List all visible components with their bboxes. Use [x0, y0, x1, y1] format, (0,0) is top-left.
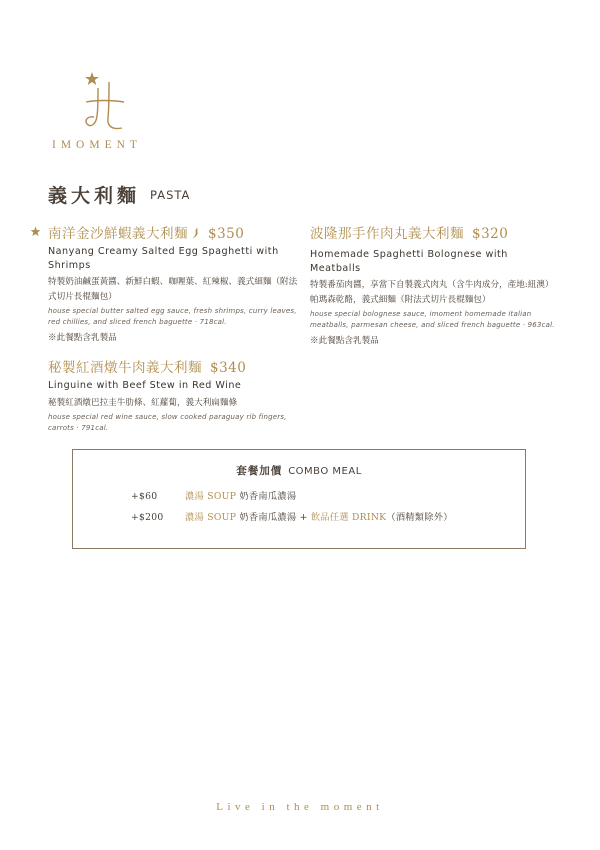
combo-soup-en: SOUP — [207, 512, 237, 523]
combo-soup-zh: 濃湯 — [185, 512, 204, 523]
combo-title-zh: 套餐加價 — [236, 465, 283, 477]
dish-description-zh: 特製奶油鹹蛋黃醬、新鮮白蝦、咖喱葉、紅辣椒、義式細麵（附法式切片長棍麵包） — [48, 277, 298, 302]
combo-title — [73, 463, 525, 478]
dish-description-zh: 特製番茄肉醬，享當下自製義式肉丸（含牛肉成分，產地:紐澳）帕瑪森乾酪，義式細麵（附法式切片長棍麵包） — [310, 280, 554, 305]
combo-price: +$60 — [131, 491, 158, 502]
dish-note: ※此餐點含乳製品 — [48, 333, 117, 343]
dish-name: 南洋金沙鮮蝦義大利麵 — [48, 226, 188, 242]
combo-soup-en: SOUP — [207, 491, 237, 502]
dish-english-name: Homemade Spaghetti Bolognese with Meatballs — [310, 249, 508, 274]
dish-title — [310, 222, 560, 242]
dish-red-wine-beef — [48, 356, 298, 433]
dish-description-en: house special red wine sauce, slow cooked paraguay rib fingers, carrots ‧ 791cal. — [48, 413, 287, 432]
dish-title — [48, 222, 298, 242]
star-icon — [30, 226, 41, 237]
dish-description-en: house special bolognese sauce, imoment homemade italian meatballs, parmesan cheese, and sliced french baguette ‧ 963cal. — [310, 310, 555, 329]
imoment-logo-icon — [82, 70, 126, 136]
dish-note: ※此餐點含乳製品 — [310, 336, 379, 346]
combo-drink-en: DRINK — [352, 512, 387, 523]
dish-bolognese-meatballs — [310, 222, 560, 346]
dish-title — [48, 356, 298, 376]
combo-soup-desc: 奶香南瓜濃湯 — [239, 491, 297, 502]
dish-english-name: Nanyang Creamy Salted Egg Spaghetti with Shrimps — [48, 246, 279, 271]
dish-salted-egg-shrimp — [48, 222, 298, 343]
dish-description-en: house special butter salted egg sauce, fresh shrimps, curry leaves, red chillies, and sliced french baguette ‧ 718cal. — [48, 307, 297, 326]
dish-price: $320 — [472, 226, 509, 242]
section-subtitle: PASTA — [150, 188, 191, 202]
combo-soup-desc: 奶香南瓜濃湯 — [239, 512, 297, 523]
footer-tagline: Live in the moment — [216, 801, 384, 813]
dish-name: 秘製紅酒燉牛肉義大利麵 — [48, 360, 202, 376]
section-title: 義大利麵 — [48, 185, 141, 207]
dish-price: $350 — [208, 226, 245, 242]
brand-name: IMOMENT — [52, 139, 142, 151]
dish-name: 波隆那手作肉丸義大利麵 — [310, 226, 464, 242]
combo-price: +$200 — [131, 512, 164, 523]
dish-english-name: Linguine with Beef Stew in Red Wine — [48, 380, 242, 391]
dish-price: $340 — [210, 360, 247, 376]
combo-soup-zh: 濃湯 — [185, 491, 204, 502]
dish-description-zh: 秘製紅酒燉巴拉圭牛肋條、紅蘿蔔，義大利扁麵條 — [48, 397, 238, 408]
combo-plus: + — [299, 512, 308, 523]
combo-drink-note: （酒精類除外） — [386, 512, 453, 523]
combo-meal-box — [72, 449, 526, 549]
combo-title-en: COMBO MEAL — [288, 466, 362, 477]
chili-pepper-icon — [191, 227, 200, 239]
combo-row-soup-drink — [131, 509, 453, 523]
combo-row-soup — [131, 488, 296, 502]
combo-drink-zh: 飲品任選 — [310, 512, 349, 523]
